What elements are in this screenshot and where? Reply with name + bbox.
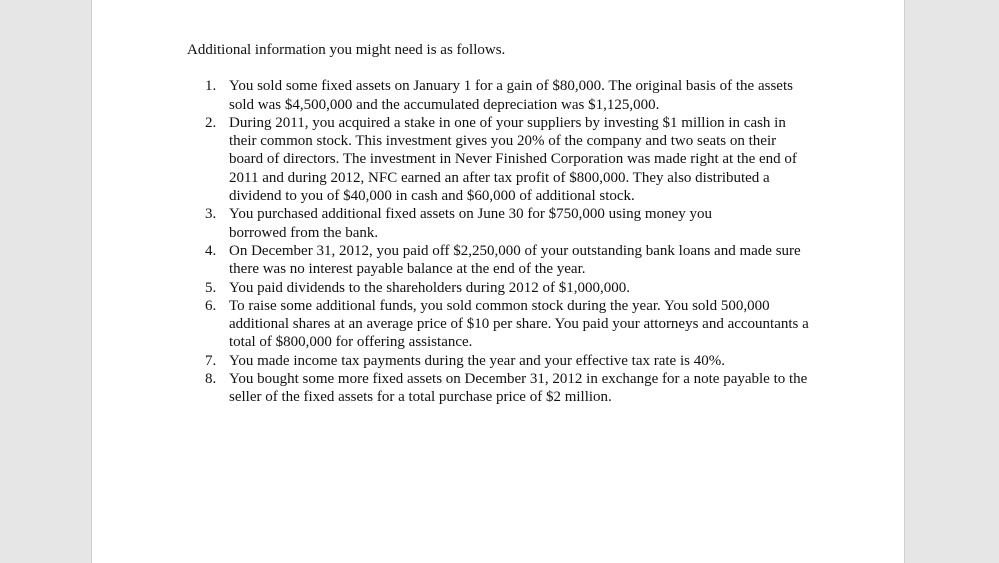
list-item-text: To raise some additional funds, you sold common stock during the year. You sold 500,000 additional shares at an average price of $10 per share. You paid your attorneys and accountants a total of $800,000 for offering assistance.	[229, 297, 809, 351]
list-item-text: You bought some more fixed assets on December 31, 2012 in exchange for a note payable to the seller of the fixed assets for a total purchase price of $2 million.	[229, 371, 808, 406]
list-item	[187, 370, 813, 407]
list-item	[187, 77, 813, 114]
list-item-number: 1.	[205, 78, 217, 95]
intro-paragraph: Additional information you might need is as follows.	[187, 42, 506, 58]
list-item-number: 5.	[205, 279, 217, 296]
list-item-number: 3.	[205, 206, 217, 223]
list-item-text: You made income tax payments during the year and your effective tax rate is 40%.	[229, 352, 725, 369]
numbered-list	[187, 77, 827, 406]
list-item-text: During 2011, you acquired a stake in one of your suppliers by investing $1 million in cash in their common stock. This investment gives you 20% of the company and two seats on their board of directors. The investment in Never Finished Corporation was made right at the end of 2011 and during 2012, NFC earned an after tax profit of $800,000. They also distributed a dividend to you of $40,000 in cash and $60,000 of additional stock.	[229, 114, 797, 205]
list-item	[187, 352, 813, 370]
list-item	[187, 242, 813, 279]
list-item	[187, 114, 813, 205]
document-body	[187, 41, 827, 407]
list-item	[187, 297, 813, 352]
list-item-text: You paid dividends to the shareholders during 2012 of $1,000,000.	[229, 279, 630, 296]
document-page	[91, 0, 905, 563]
list-item-text: On December 31, 2012, you paid off $2,250,000 of your outstanding bank loans and made sure there was no interest payable balance at the end of the year.	[229, 242, 801, 278]
list-item-number: 4.	[205, 242, 217, 259]
list-item-text: You purchased additional fixed assets on June 30 for $750,000 using money you borrowed from the bank.	[229, 206, 713, 241]
list-item	[187, 279, 813, 297]
list-item-text: You sold some fixed assets on January 1 for a gain of $80,000. The original basis of the assets sold was $4,500,000 and the accumulated depreciation was $1,125,000.	[229, 78, 793, 113]
list-item	[187, 205, 759, 242]
list-item-number: 7.	[205, 352, 217, 369]
list-item-number: 8.	[205, 371, 217, 388]
list-item-number: 2.	[205, 114, 217, 131]
list-item-number: 6.	[205, 297, 217, 314]
